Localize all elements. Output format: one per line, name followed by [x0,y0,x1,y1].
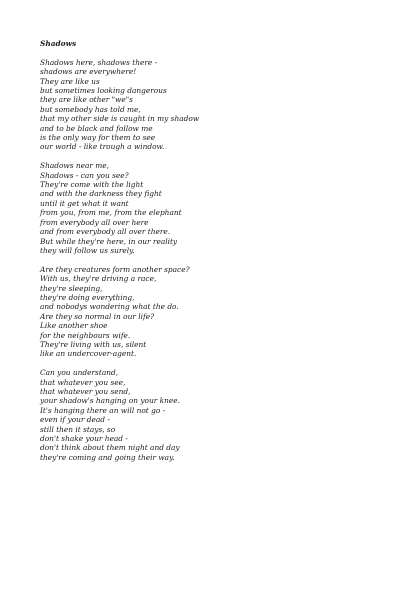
poem-line: and to be black and follow me [40,123,153,133]
poem-line: from everybody all over here [40,217,149,227]
poem [40,39,380,472]
poem-line: Are they creatures form another space? [40,264,190,274]
poem-line: but sometimes looking dangerous [40,86,167,96]
stanza [40,58,380,152]
poem-line: that my other side is caught in my shadow [40,114,200,124]
poem-line: Like another shoe [40,321,108,331]
poem-line: they are like other "we"s [40,95,133,105]
poem-line: With us, they're driving a race, [40,274,157,284]
poem-line: Can you understand, [40,368,119,378]
poem-line: is the only way for them to see [40,133,156,143]
poem-line: It's hanging there an will not go - [40,405,166,415]
poem-line: and nobodys wondering what the do. [40,302,179,312]
poem-line: don't shake your head - [40,434,128,443]
poem-line: like an undercover-agent. [40,349,137,359]
poem-line: don't think about them night and day [40,443,180,453]
poem-line: your shadow's hanging on your knee. [40,396,180,406]
poem-line: they're sleeping, [40,283,103,293]
poem-body [40,58,380,462]
stanza [40,161,380,255]
poem-line: until it get what it want [40,198,129,208]
poem-line: Shadows - can you see? [40,170,129,180]
poem-line: But while they're here, in our reality [40,236,178,246]
poem-line: they're doing everything, [40,292,135,302]
poem-line: that whatever you see, [40,377,126,387]
poem-line: Shadows near me, [40,161,110,171]
poem-line: and from everybody all over there. [40,227,171,237]
poem-line: They are like us [40,76,100,86]
poem-line: Shadows here, shadows there - [40,57,158,67]
poem-line: for the neighbours wife. [40,330,131,340]
poem-line: Are they so normal in our life? [40,311,155,321]
poem-line: that whatever you send, [40,386,131,396]
poem-line: They're living with us, silent [40,339,147,349]
poem-line: but somebody has told me, [40,104,141,114]
poem-line: They're come with the light [40,180,144,190]
poem-line: still then it stays, so [40,424,116,434]
poem-line: shadows are everywhere! [40,67,137,77]
poem-line: and with the darkness they fight [40,189,162,199]
poem-line: they will follow us surely. [40,245,135,255]
poem-line: our world - like trough a window. [40,142,165,152]
poem-line: they're coming and going their way. [40,452,175,462]
poem-line: from you, from me, from the elephant [40,208,182,218]
poem-line: even if your dead - [40,415,110,425]
stanza [40,368,380,462]
poem-title: Shadows [40,39,77,48]
stanza [40,265,380,359]
